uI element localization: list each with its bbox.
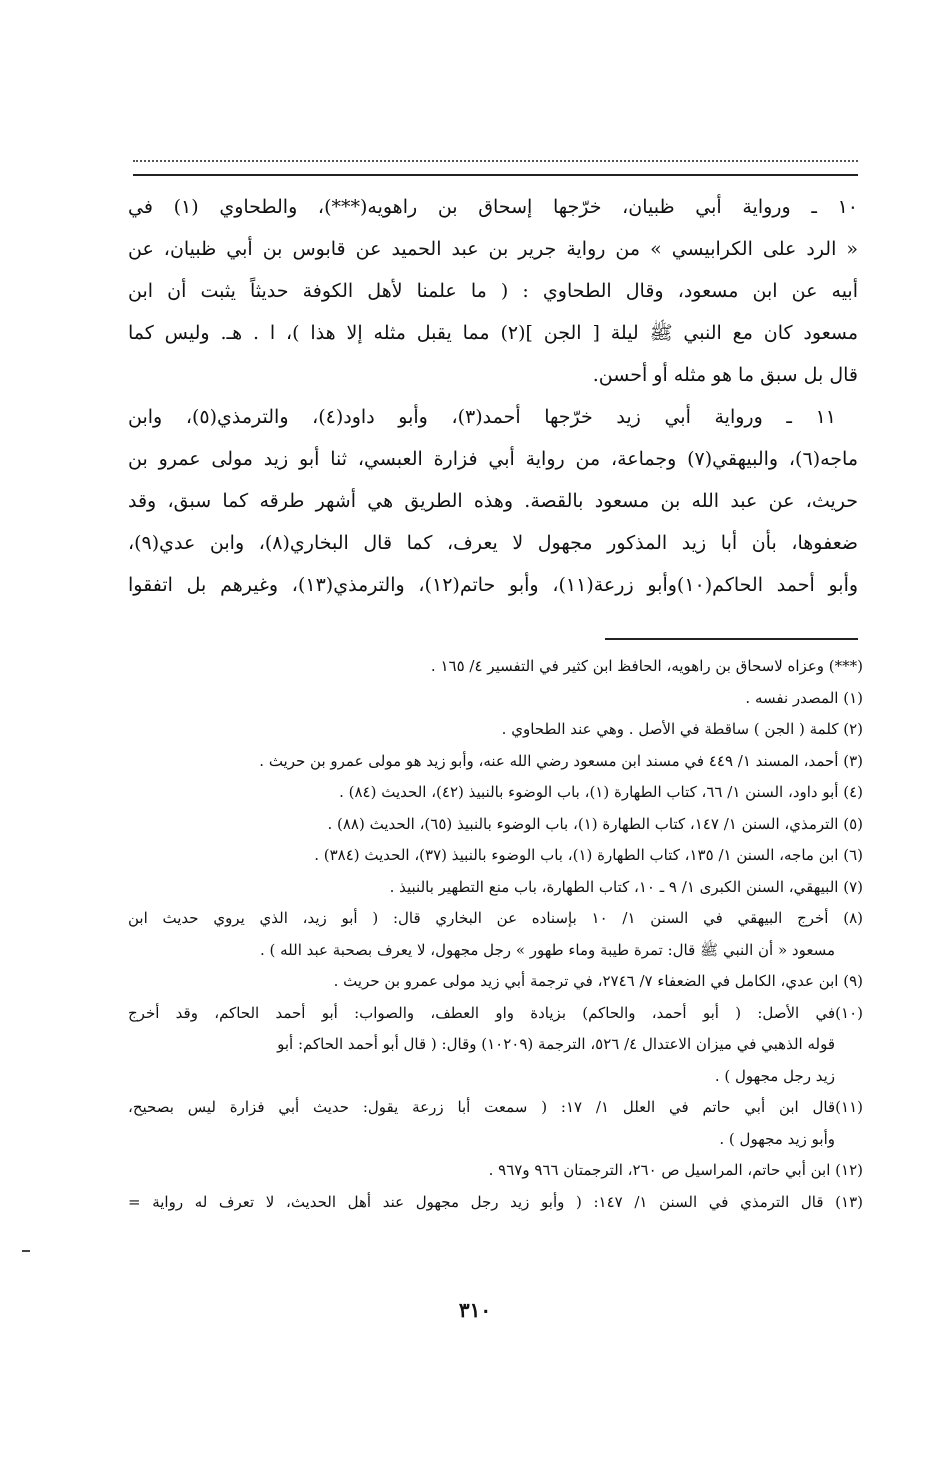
body-line: ضعفوها، بأن أبا زيد المذكور مجهول لا يعرف، كما قال البخاري(٨)، وابن عدي(٩)، xyxy=(128,532,858,554)
footnote-line: (***) وعزاه لاسحاق بن راهويه، الحافظ ابن كثير في التفسير ٤/ ١٦٥ . xyxy=(430,657,863,675)
footnote-line: (٢) كلمة ( الجن ) ساقطة في الأصل . وهي عند الطحاوي . xyxy=(501,720,863,738)
body-line: « الرد على الكرابيسي » من رواية جرير بن عبد الحميد عن قابوس بن أبي ظبيان، عن xyxy=(128,238,858,260)
page-number: ٣١٠ xyxy=(458,1298,492,1322)
footnote-line: (٣) أحمد، المسند ١/ ٤٤٩ في مسند ابن مسعود رضي الله عنه، وأبو زيد هو مولى عمرو بن حريث . xyxy=(259,751,863,770)
footnote-line: زيد رجل مجهول ) . xyxy=(714,1066,835,1085)
footnote-line: (٨) أخرج البيهقي في السنن ١/ ١٠ بإسناده عن البخاري قال: ( أبو زيد، الذي يروي حديث ابن xyxy=(128,909,863,927)
header-rule xyxy=(133,174,858,176)
footnote-line: وأبو زيد مجهول ) . xyxy=(719,1129,835,1148)
footnote-line: مسعود « أن النبي ﷺ قال: تمرة طيبة وماء طهور » رجل مجهول، لا يعرف بصحبة عبد الله ) . xyxy=(259,940,835,959)
footnote-line: (٦) ابن ماجه، السنن ١/ ١٣٥، كتاب الطهارة (١)، باب الوضوء بالنبيذ (٣٧)، الحديث (٣٨٤) . xyxy=(314,846,863,864)
margin-mark xyxy=(22,1250,30,1252)
footnote-line: (٤) أبو داود، السنن ١/ ٦٦، كتاب الطهارة (١)، باب الوضوء بالنبيذ (٤٢)، الحديث (٨٤) . xyxy=(339,783,863,801)
footnote-line: (٥) الترمذي، السنن ١/ ١٤٧، كتاب الطهارة (١)، باب الوضوء بالنبيذ (٦٥)، الحديث (٨٨) . xyxy=(327,814,863,833)
footnote-line: (١٢) ابن أبي حاتم، المراسيل ص ٢٦٠، الترجمتان ٩٦٦ و٩٦٧ . xyxy=(488,1161,863,1179)
footnote-line: (١) المصدر نفسه . xyxy=(745,688,863,707)
footnotes xyxy=(128,651,863,1218)
footnote-separator xyxy=(605,638,858,640)
footnote-line: (٧) البيهقي، السنن الكبرى ١/ ٩ ـ ١٠، كتاب الطهارة، باب منع التطهير بالنبيذ . xyxy=(389,877,863,896)
footnote-line: (١٣) قال الترمذي في السنن ١/ ١٤٧: ( وأبو زيد رجل مجهول عند أهل الحديث، لا تعرف له رواية = xyxy=(128,1192,863,1211)
body-line: أبيه عن ابن مسعود، وقال الطحاوي : ( ما علمنا لأهل الكوفة حديثاً يثبت أن ابن xyxy=(128,280,858,302)
main-text xyxy=(128,186,858,606)
footnote-line: قوله الذهبي في ميزان الاعتدال ٤/ ٥٢٦، الترجمة (١٠٢٠٩) وقال: ( قال أبو أحمد الحاكم: أبو xyxy=(277,1035,835,1053)
body-line: وأبو أحمد الحاكم(١٠)وأبو زرعة(١١)، وأبو حاتم(١٢)، والترمذي(١٣)، وغيرهم بل اتفقوا xyxy=(128,574,858,596)
body-line: ماجه(٦)، والبيهقي(٧) وجماعة، من رواية أبي فزارة العبسي، ثنا أبو زيد مولى عمرو بن xyxy=(128,448,858,470)
footnote-line: (٩) ابن عدي، الكامل في الضعفاء ٧/ ٢٧٤٦، في ترجمة أبي زيد مولى عمرو بن حريث . xyxy=(333,972,863,990)
body-line: ١٠ ـ ورواية أبي ظبيان، خرّجها إسحاق بن راهويه(***)، والطحاوي (١) في xyxy=(128,196,858,218)
footnote-line: (١٠)في الأصل: ( أبو أحمد، والحاكم) بزيادة واو العطف، والصواب: أبو أحمد الحاكم، وقد أخرج xyxy=(128,1003,863,1022)
header-dotted-rule xyxy=(133,160,858,162)
body-line: ١١ ـ ورواية أبي زيد خرّجها أحمد(٣)، وأبو داود(٤)، والترمذي(٥)، وابن xyxy=(128,406,836,428)
footnote-line: (١١)قال ابن أبي حاتم في العلل ١/ ١٧: ( سمعت أبا زرعة يقول: حديث أبي فزارة ليس بصحيح، xyxy=(128,1098,863,1116)
body-line: حريث، عن عبد الله بن مسعود بالقصة. وهذه الطريق هي أشهر طرقه كما سبق، وقد xyxy=(128,490,858,512)
body-line: قال بل سبق ما هو مثله أو أحسن. xyxy=(592,364,858,386)
body-line: مسعود كان مع النبي ﷺ ليلة [ الجن ](٢) مما يقبل مثله إلا هذا )، ا . هـ. وليس كما xyxy=(128,322,858,344)
